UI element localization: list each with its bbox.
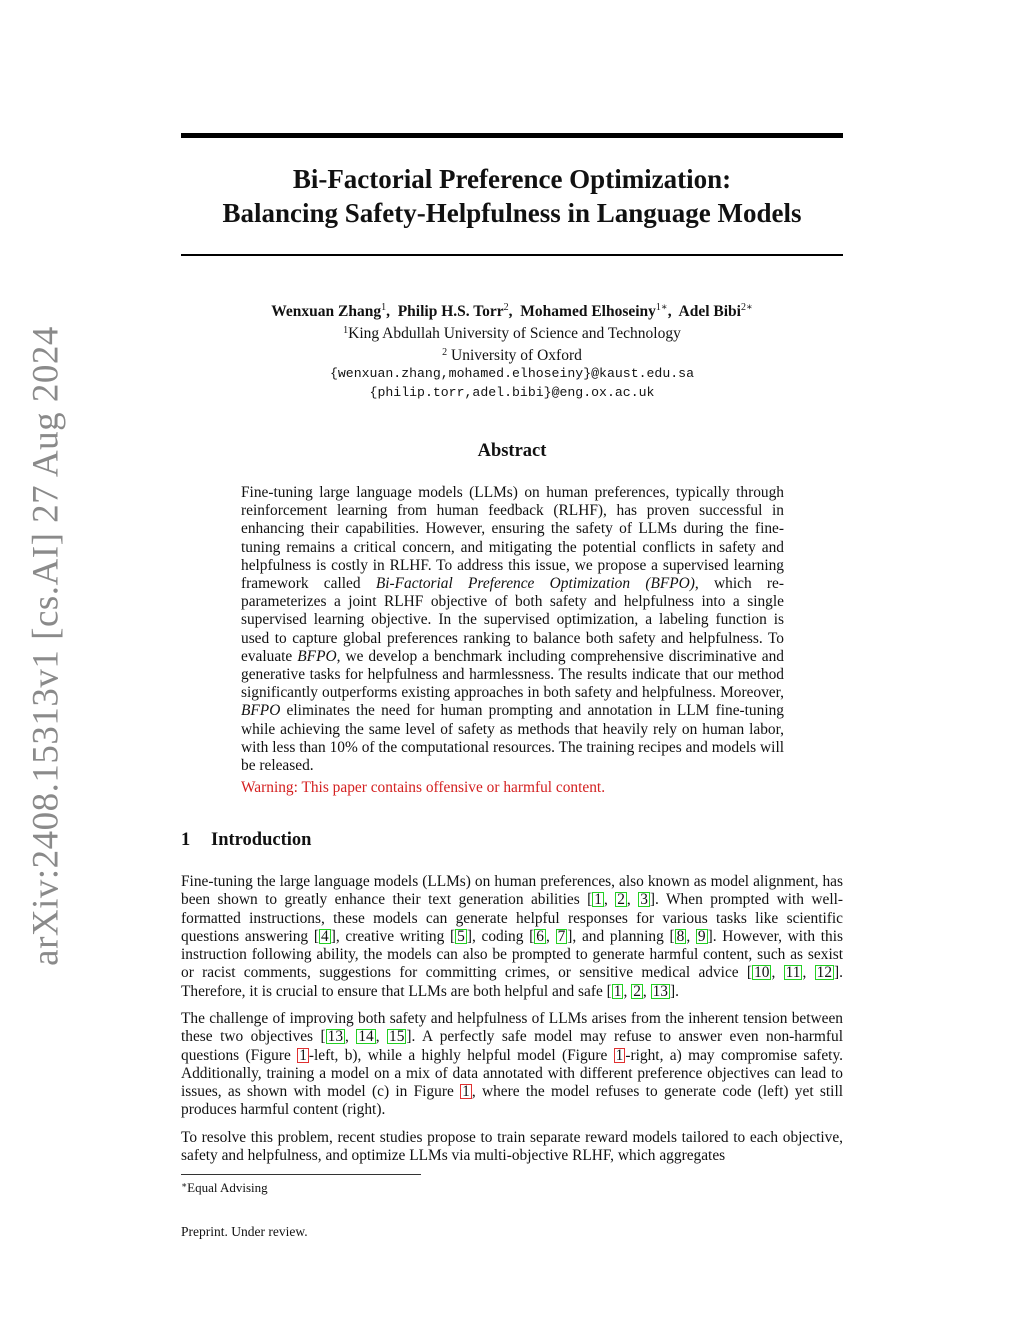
abstract-segment: Fine-tuning large language models (LLMs) on human preferences, typically through reinforcement learning from human feedback (RLHF), has proven successful in enhancing their capabilities. However, ensuring the safety of LLMs during the fine-tuning remains a critical concern, and mitigating the potential conflicts in safety and helpfulness is costly in RLHF. To address this issue, we propose a supervised learning framework called <box>241 484 784 593</box>
citation-link[interactable]: 5 <box>457 927 465 945</box>
email-line-1: {wenxuan.zhang,mohamed.elhoseiny}@kaust.edu.sa <box>329 366 695 381</box>
abstract-method-name: BFPO <box>297 647 337 665</box>
section-heading-introduction <box>181 830 311 851</box>
citation-link[interactable]: 10 <box>754 964 770 982</box>
paragraph-text: ]. When prompted with well-formatted instructions, these models can generate helpful responses for various tasks like scientific questions answering [ <box>181 891 844 945</box>
citation-link[interactable]: 15 <box>389 1028 405 1046</box>
paper-title <box>181 162 843 230</box>
paragraph-text: ]. However, with this instruction following ability, the models can also be prompted to generate harmful content, such as sexist or racist comments, suggestions for committing crimes, or sensitive medical advice [ <box>181 927 843 982</box>
title-top-rule <box>181 133 843 138</box>
author-mark: 1∗ <box>655 302 668 313</box>
affiliation-name: University of Oxford <box>447 347 582 364</box>
abstract-method-name: Bi-Factorial Preference Optimization (BFPO) <box>375 575 695 593</box>
citation-link[interactable]: 4 <box>320 927 329 945</box>
abstract-text <box>241 484 784 775</box>
citation-link[interactable]: 9 <box>697 927 706 945</box>
affiliation-mark: 1 <box>343 325 349 336</box>
paragraph-text: The challenge of improving both safety and helpfulness of LLMs arises from the inherent tension between these two objectives [ <box>181 1010 843 1046</box>
paragraph-text: Fine-tuning the large language models (LLMs) on human preferences, also known as model alignment, has been shown to greatly enhance their text generation abilities [ <box>181 873 843 909</box>
footnote-mark: ∗ <box>181 1180 188 1190</box>
paragraph-text: ]. Therefore, it is crucial to ensure that LLMs are both helpful and safe [ <box>181 964 843 1000</box>
content-warning: Warning: This paper contains offensive or harmful content. <box>241 779 606 796</box>
abstract-segment: , which re-parameterizes a joint RLHF objective of both safety and helpfulness into a single supervised learning objective. In the supervised optimization, a labeling function is used to capture global preferences ranking to balance both safety and helpfulness. To evaluate <box>241 575 785 665</box>
affiliation-2 <box>181 343 843 365</box>
title-line-1: Bi-Factorial Preference Optimization: <box>292 164 732 194</box>
citation-link[interactable]: 1 <box>613 982 622 1000</box>
author-name: Philip H.S. Torr <box>397 303 504 320</box>
affiliation-1 <box>181 321 843 343</box>
abstract-method-name: BFPO <box>241 702 281 720</box>
intro-paragraph-1: Fine-tuning the large language models (LLMs) on human preferences, also known as model alignment, has been shown to greatly enhance their text generation abilities [ 1 , 2 , 3 ]. When prompted with well-formatted instructions, these models can generate helpful responses for various tasks like scientific questions answering [ 4 ], creative writing [ 5 ], coding [ 6 , 7 ], and planning [ 8 , 9 ]. However, with this instruction following ability, the models can also be prompted to generate harmful content, such as sexist or racist comments, suggestions for committing crimes, or sensitive medical advice [ 10 , 11 , 12 ]. Therefore, it is crucial to ensure that LLMs are both helpful and safe [ 1 , 2 , 13 ]. <box>181 873 844 1000</box>
figure-reference-link[interactable]: 1 <box>299 1046 307 1064</box>
abstract-heading: Abstract <box>477 441 547 461</box>
author-name: Mohamed Elhoseiny <box>520 303 656 320</box>
paragraph-text: , where the model refuses to generate code (left) yet still produces harmful content (right). <box>181 1083 843 1119</box>
footnote-rule <box>181 1174 421 1175</box>
citation-link[interactable]: 11 <box>785 964 801 982</box>
affiliation-mark: 2 <box>442 347 448 358</box>
preprint-notice: Preprint. Under review. <box>181 1224 308 1239</box>
abstract-segment: eliminates the need for human prompting and annotation in LLM fine-tuning while achieving the same level of safety as methods that heavily rely on human labor, with less than 10% of the computational resources. The training recipes and models will be released. <box>241 702 784 775</box>
paragraph-text: ], creative writing [ <box>330 927 456 945</box>
citation-link[interactable]: 13 <box>652 982 668 1000</box>
citation-link[interactable]: 1 <box>594 891 602 909</box>
figure-reference-link[interactable]: 1 <box>615 1046 624 1064</box>
affiliation-name: King Abdullah University of Science and Technology <box>348 325 681 342</box>
title-line-2: Balancing Safety-Helpfulness in Language Models <box>222 198 802 228</box>
citation-link[interactable]: 7 <box>557 927 566 945</box>
author-mark: 2∗ <box>740 302 753 313</box>
paragraph-text: ]. A perfectly safe model may refuse to answer even non-harmful questions (Figure <box>181 1028 843 1064</box>
arxiv-id-text: arXiv:2408.15313v1 [cs.AI] 27 Aug 2024 <box>25 326 67 966</box>
abstract-segment: , we develop a benchmark including comprehensive discriminative and generative tasks for helpfulness and harmlessness. The results indicate that our method significantly outperforms existing approaches in both safety and helpfulness. Moreover, <box>241 647 784 702</box>
citation-link[interactable]: 12 <box>816 964 833 982</box>
paragraph-text: -left, b), while a highly helpful model (Figure <box>308 1046 614 1064</box>
title-bottom-rule <box>181 254 843 256</box>
figure-reference-link[interactable]: 1 <box>462 1083 470 1101</box>
paragraph-text: ], and planning [ <box>567 927 675 945</box>
paragraph-text: ]. <box>669 982 679 1000</box>
author-names: Wenxuan Zhang$^1$, Philip H.S. Torr$^2$, Mohamed Elhoseiny$^{1∗}$, Adel Bibi$^{2∗}$ <box>271 302 753 320</box>
intro-paragraph-2: The challenge of improving both safety and helpfulness of LLMs arises from the inherent tension between these two objectives [ 13 , 14 , 15 ]. A perfectly safe model may refuse to answer even non-harmful questions (Figure 1 -left, b), while a highly helpful model (Figure 1 -right, a) may compromise safety. Additionally, training a model on a mix of data annotated with different preference objectives can lead to issues, as shown with model (c) in Figure 1 , where the model refuses to generate code (left) yet still produces harmful content (right). <box>181 1010 843 1119</box>
author-block <box>181 298 843 402</box>
citation-link[interactable]: 2 <box>633 982 641 1000</box>
email-line-2: {philip.torr,adel.bibi}@eng.ox.ac.uk <box>369 384 655 400</box>
author-mark: 1 <box>381 302 387 313</box>
footnote-text: Equal Advising <box>187 1180 268 1195</box>
citation-link[interactable]: 8 <box>676 927 685 945</box>
author-name: Adel Bibi <box>678 303 741 320</box>
citation-link[interactable]: 2 <box>617 891 625 909</box>
section-number: 1 <box>181 830 191 850</box>
paragraph-text: -right, a) may compromise safety. Additionally, training a model on a mix of data annotated with different preference objectives can lead to issues, as shown with model (c) in Figure <box>181 1046 843 1101</box>
footnote <box>181 1177 268 1196</box>
author-mark: 2 <box>503 302 509 313</box>
citation-link[interactable]: 3 <box>640 891 648 909</box>
citation-link[interactable]: 6 <box>536 927 544 945</box>
citation-link[interactable]: 14 <box>358 1028 374 1046</box>
author-name: Wenxuan Zhang <box>271 303 382 320</box>
intro-paragraph-3: To resolve this problem, recent studies propose to train separate reward models tailored to each objective, safety and helpfulness, and optimize LLMs via multi-objective RLHF, which aggregates <box>181 1129 843 1165</box>
paragraph-text: ], coding [ <box>466 927 535 945</box>
section-title: Introduction <box>211 830 312 850</box>
citation-link[interactable]: 13 <box>327 1028 344 1046</box>
